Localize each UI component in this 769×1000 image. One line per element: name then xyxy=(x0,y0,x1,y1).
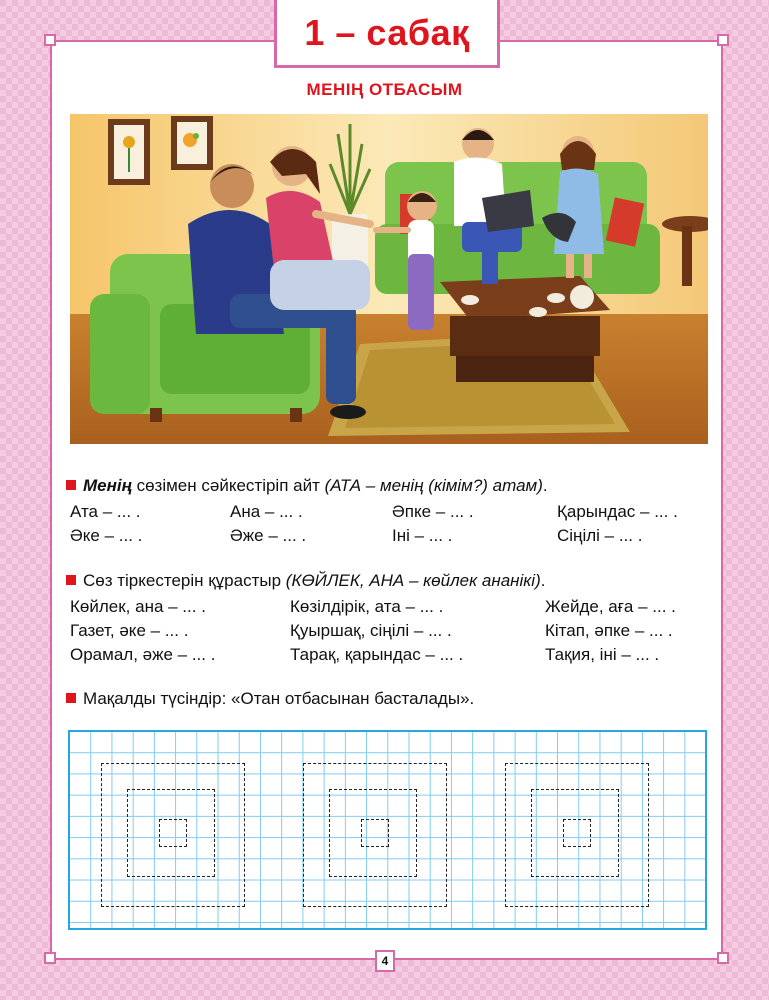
corner-ornament-bottom-right xyxy=(717,952,729,964)
trace-square-inner xyxy=(563,819,591,847)
task-1-item: Ата – ... . xyxy=(70,502,141,521)
task-2-item: Жейде, аға – ... . xyxy=(545,597,676,616)
task-1-item: Қарындас – ... . xyxy=(557,502,678,521)
task-1-text: сөзімен сәйкестіріп айт xyxy=(131,476,325,495)
task-1-item: Іні – ... . xyxy=(392,526,453,545)
task-2-item: Тақия, іні – ... . xyxy=(545,645,660,664)
task-2-example: (КӨЙЛЕК, АНА – көйлек ананікі) xyxy=(285,571,541,590)
lesson-subtitle: МЕНІҢ ОТБАСЫМ xyxy=(306,80,463,99)
writing-grid[interactable] xyxy=(68,730,707,930)
task-1-item: Әпке – ... . xyxy=(392,502,474,521)
task-2-item: Көйлек, ана – ... . xyxy=(70,597,206,616)
task-2-period: . xyxy=(540,571,546,590)
task-1-item: Әке – ... . xyxy=(70,526,143,545)
task-2-text: Сөз тіркестерін құрастыр xyxy=(83,571,286,590)
task-1-example: (АТА – менің (кімім?) атам) xyxy=(324,476,543,495)
bullet-square-icon xyxy=(66,575,76,585)
task-1-instruction xyxy=(66,476,548,496)
task-2-instruction xyxy=(66,571,545,591)
lesson-title: 1 – сабақ xyxy=(304,11,470,53)
task-2-item: Кітап, әпке – ... . xyxy=(545,621,673,640)
task-3-text: Мақалды түсіндір: «Отан отбасынан басталады». xyxy=(83,689,475,708)
corner-ornament-top-right xyxy=(717,34,729,46)
task-1-item: Әже – ... . xyxy=(230,526,307,545)
task-1-keyword: Менің xyxy=(83,476,132,495)
trace-square-inner xyxy=(159,819,187,847)
lesson-title-box xyxy=(274,0,500,68)
task-2-item: Көзілдірік, ата – ... . xyxy=(290,597,444,616)
task-2-item: Қуыршақ, сіңілі – ... . xyxy=(290,621,452,640)
page-number: 4 xyxy=(375,950,395,972)
task-1-item: Сіңілі – ... . xyxy=(557,526,643,545)
corner-ornament-top-left xyxy=(44,34,56,46)
trace-square-inner xyxy=(361,819,389,847)
task-1-item: Ана – ... . xyxy=(230,502,303,521)
task-2-item: Орамал, әже – ... . xyxy=(70,645,216,664)
bullet-square-icon xyxy=(66,693,76,703)
corner-ornament-bottom-left xyxy=(44,952,56,964)
task-1-period: . xyxy=(542,476,548,495)
bullet-square-icon xyxy=(66,480,76,490)
task-2-item: Тарақ, қарындас – ... . xyxy=(290,645,464,664)
family-illustration xyxy=(70,114,708,444)
task-2-item: Газет, әке – ... . xyxy=(70,621,189,640)
task-3-instruction xyxy=(66,689,474,709)
